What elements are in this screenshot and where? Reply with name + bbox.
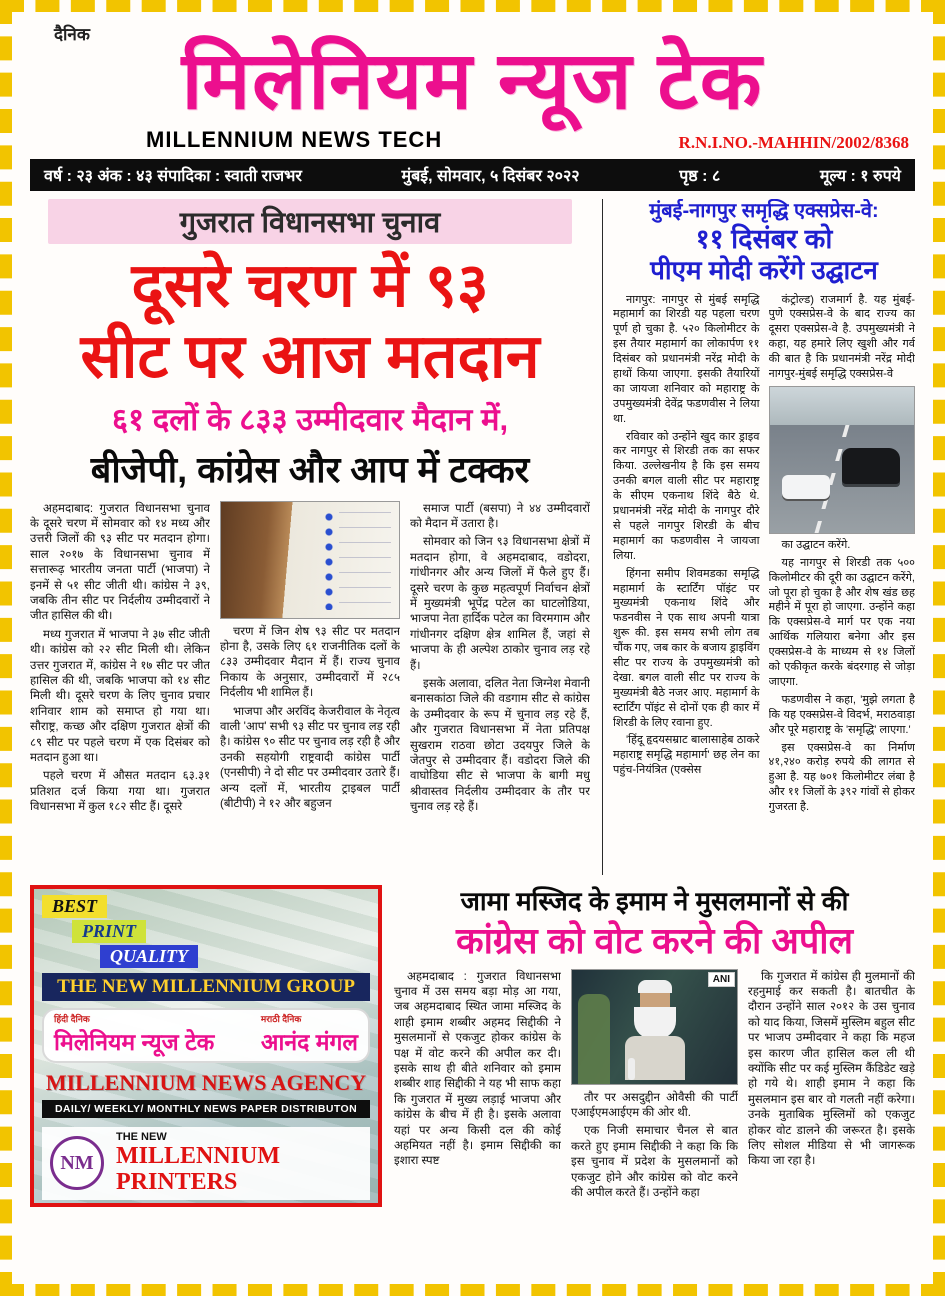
expressway-headline-line1: मुंबई-नागपुर समृद्धि एक्सप्रेस-वे:	[649, 200, 879, 222]
lead-headline	[30, 250, 590, 392]
ad-agency-name: MILLENNIUM NEWS AGENCY	[45, 1070, 367, 1095]
masthead-english: MILLENNIUM NEWS TECH	[146, 127, 443, 152]
imam-column-1: अहमदाबाद : गुजरात विधानसभा चुनाव में उस समय बड़ा मोड़ आ गया, जब अहमदाबाद स्थित जामा मस्जिद के शाही इमाम शब्बीर अहमद सिद्दीकी ने मुसलमानों से एकजुट होकर कांग्रेस के पक्ष में वोट करने की अपील कर दी। इसके साथ ही बीते शनिवार को इमाम शब्बीर शाह सिद्दीकी ने यह भी साफ कहा कि गुजरात में मुख्य लड़ाई भाजपा और कांग्रेस के बीच में ही है। इसके अलावा यहां पर अन्य किसी दल की कोई अहमियत नहीं है। इमाम सिद्दीकी का इशारा स्पष्ट	[394, 969, 561, 1168]
lead-column-2-text: चरण में जिन शेष ९३ सीट पर मतदान होना है, उसके लिए ६१ राजनीतिक दलों के ८३३ उम्मीदवार मैदान में हैं। राज्य चुनाव निकाय के अनुसार, उम्मीदवारों में २८५ निर्दलीय भी शामिल हैं। भाजपा और अरविंद केजरीवाल के नेतृत्व वाली 'आप' सभी ९३ सीट पर चुनाव लड़ रही है। कांग्रेस ९० सीट पर चुनाव लड़ रही है और उनकी सहयोगी राष्ट्रवादी कांग्रेस पार्टी (एनसीपी) ने दो सीट पर उम्मीदवार उतारे हैं। अन्य दलों में, भारतीय ट्राइबल पार्टी (बीटीपी) ने १२ और बहुजन	[220, 624, 400, 810]
expressway-headline-line2: ११ दिसंबर को	[695, 224, 833, 254]
imam-headline-black: जामा मस्जिद के इमाम ने मुसलमानों से की	[460, 886, 849, 916]
lead-subhead-black: बीजेपी, कांग्रेस और आप में टक्कर	[90, 448, 530, 490]
expressway-column-2-top: कंट्रोल्ड) राजमार्ग है. यह मुंबई-पुणे एक्सप्रेस-वे के बाद राज्य का दूसरा एक्सप्रेस-वे है. उपमुख्यमंत्री ने कहा, यह हमारे लिए खुशी और गर्व की बात है कि प्रधानमंत्री नरेंद्र मोदी नागपुर-मुंबई समृद्धि एक्सप्रेस-वे	[768, 293, 915, 381]
the-new-label: THE NEW	[116, 1131, 167, 1143]
paper-marathi	[261, 1012, 358, 1057]
masthead-subrow	[36, 127, 909, 153]
imam-photo	[571, 969, 738, 1085]
lead-headline-line2: सीट पर आज मतदान	[80, 321, 540, 390]
paper2-name: आनंद मंगल	[260, 1029, 358, 1055]
expressway-column-2	[769, 293, 916, 875]
black-suv	[842, 448, 900, 484]
best-badge: BEST	[42, 895, 107, 918]
millennium-monogram-logo-icon: NM	[50, 1136, 104, 1190]
lead-column-2	[220, 501, 400, 876]
microphone-icon	[628, 1058, 635, 1080]
expressway-highway-photo	[769, 386, 916, 534]
paper1-name: मिलेनियम न्यूज टेक	[54, 1029, 215, 1055]
issue-date: मुंबई, सोमवार, ५ दिसंबर २०२२	[401, 168, 580, 185]
ad-papers-band	[42, 1008, 370, 1063]
printers-name: MILLENNIUM PRINTERS	[116, 1143, 281, 1196]
lead-headline-line1: दूसरे चरण में ९३	[131, 251, 489, 319]
second-person-figure	[578, 994, 610, 1085]
expressway-column-2-bottom: का उद्घाटन करेंगे. यह नागपुर से शिरडी तक ५०० किलोमीटर की दूरी का उद्घाटन करेंगे, जो पूरा हो चुका है और शेष खंड छह महीने में पूरा हो जाएगा. उन्होंने कहा कि एक्सप्रेस-वे मार्ग पर एक नया आर्थिक गलियारा बनेगा और इस एक्सप्रेस-वे के माध्यम से १४ जिलों को एकीकृत करके बंदरगाह से जोड़ा जाएगा. फडणवीस ने कहा, 'मुझे लगता है कि यह एक्सप्रेस-वे विदर्भ, मराठवाड़ा और पूरे महाराष्ट्र के 'समृद्धि' लाएगा.' इस एक्सप्रेस-वे का निर्माण ४१,२४० करोड़ रुपये की लागत से हुआ है. यह ७०१ किलोमीटर लंबा है और ११ जिलों के ३९२ गांवों से होकर गुजरता है.	[768, 538, 915, 814]
imam-headline	[394, 885, 915, 963]
cap-shape	[638, 980, 672, 993]
hindi-daily-tag: हिंदी दैनिक	[54, 1014, 90, 1024]
lead-subhead-pink: ६१ दलों के ८३३ उम्मीदवार मैदान में,	[111, 401, 509, 437]
expressway-body	[613, 293, 915, 875]
expressway-headline	[613, 199, 915, 287]
imam-column-2-text: तौर पर असदुद्दीन ओवैसी की पार्टी एआईएमआईएम की ओर थी. एक निजी समाचार चैनल से बात करते हुए इमाम सिद्दीकी ने कहा कि कि इस चुनाव में प्रदेश के मुसलमानों को एकजुट होने और कांग्रेस को वोट करने की अपील करते हैं। उन्होंने कहा	[571, 1090, 738, 1199]
expressway-column-1: नागपुर: नागपुर से मुंबई समृद्धि महामार्ग का शिरडी यह पहला चरण पूर्ण हो चुका है. ५२० किलोमीटर के इस तैयार महामार्ग का लोकार्पण ११ दिसंबर को प्रधानमंत्री नरेंद्र मोदी के हाथों किया जाएगा. इसकी तैयारियों का जायजा शनिवार को महाराष्ट्र के उपमुख्यमंत्री देवेंद्र फडणवीस ने लिया था. रविवार को उन्होंने खुद कार ड्राइव कर नागपुर से शिरडी तक का सफर किया. उल्लेखनीय है कि इस समय उनकी बगल वाली सीट पर महाराष्ट्र के सीएम एकनाथ शिंदे बैठे थे. प्रधानमंत्री नरेंद्र मोदी के नागपुर दौरे से पहले नागपुर शिरडी के बीच महामार्ग का फडणवीस ने जायजा लिया. हिंगना समीप शिवमडका समृद्धि महामार्ग के स्टार्टिंग पॉइंट पर मुख्यमंत्री एकनाथ शिंदे और फडनवीस ने एक साथ अपनी यात्रा शुरू की. इस समय सभी लोग तब चौंक गए, जब कार के बजाय ड्राइविंग सीट पर राज्य के उपमुख्यमंत्री को देखा. बगल वाली सीट पर राज्य के मुख्यमंत्री बैठे नजर आए. महामार्ग के स्टार्टिंग पॉइंट से दोनों एक ही कार में शिरडी के लिए रवाना हुए. 'हिंदू हृदयसम्राट बालासाहेब ठाकरे महाराष्ट्र समृद्धि महामार्ग' छह लेन का पहुंच-नियंत्रित (एक्सेस	[613, 293, 760, 777]
evm-panel-lines	[339, 512, 391, 608]
print-badge: PRINT	[72, 920, 146, 943]
imam-column-2	[571, 969, 738, 1208]
beard-shape	[634, 1007, 676, 1039]
lead-body	[30, 501, 590, 876]
issue-pages: पृष्ठ : ८	[679, 168, 721, 185]
ad-group-banner: THE NEW MILLENNIUM GROUP	[42, 973, 370, 1001]
white-car	[782, 475, 830, 499]
imam-body	[394, 969, 915, 1208]
ad-printers-text	[116, 1131, 362, 1196]
quality-badge: QUALITY	[100, 945, 198, 968]
ad-quality-badges	[42, 895, 370, 968]
rni-number: R.N.I.NO.-MAHHIN/2002/8368	[678, 133, 909, 152]
expressway-article	[602, 199, 915, 875]
lead-column-1: अहमदाबाद: गुजरात विधानसभा चुनाव के दूसरे चरण में सोमवार को १४ मध्य और उत्तरी जिलों की ९३ सीट पर मतदान होगा। साल २०१७ के विधानसभा चुनाव में सत्तारूढ़ भारतीय जनता पार्टी (भाजपा) ने इनमें से ५१ सीट जीती थी। कांग्रेस ने ३९, जबकि तीन सीट पर निर्दलीय उम्मीदवारों ने जीत हासिल की थी। मध्य गुजरात में भाजपा ने ३७ सीट जीती थी। कांग्रेस को २२ सीट मिली थी। लेकिन उत्तर गुजरात में, कांग्रेस ने १७ सीट पर जीत हासिल की थी, जबकि भाजपा को १४ सीट मिली थी। दूसरे चरण के लिए चुनाव प्रचार शनिवार शाम को समाप्त हो गया था। सौराष्ट्र, कच्छ और दक्षिण गुजरात क्षेत्रों की ८९ सीट पर पहले चरण में एक दिसंबर को मतदान हुआ था। पहले चरण में औसत मतदान ६३.३१ प्रतिशत दर्ज किया गया था। गुजरात विधानसभा में कुल १८२ सीट हैं। दूसरे	[30, 501, 210, 814]
issue-volume: वर्ष : २३ अंक : ४३ संपादिका : स्वाती राजभर	[44, 168, 302, 185]
paper-hindi	[54, 1012, 214, 1057]
issue-info-bar	[30, 159, 915, 191]
ani-credit: ANI	[708, 972, 735, 987]
bottom-row	[30, 885, 915, 1207]
imam-headline-pink: कांग्रेस को वोट करने की अपील	[455, 919, 854, 961]
main-content-row	[30, 199, 915, 875]
imam-column-3: कि गुजरात में कांग्रेस ही मुलमानों की रहनुमाई कर सकती है। बातचीत के दौरान उन्होंने साल २०१२ के उस चुनाव को याद किया, जिसमें मुस्लिम बहुल सीट पर भाजप उम्मीदवार ने कहा कि महज इस कारण जीत हासिल कल ली थी क्योंकि सीट पर कई मुस्लिम कैंडिडेट खड़े हो गये थे। शाही इमाम ने कहा कि मुसलमान इस बार वो गलती नहीं करेगा। उनके मुताबिक मुस्लिमों को एकजुट होकर वोट डालने की जरूरत है। इसके लिए सोशल मीडिया से भी जागरूक किया जा रहा है।	[748, 969, 915, 1168]
lead-column-3: समाज पार्टी (बसपा) ने ४४ उम्मीदवारों को मैदान में उतारा है। सोमवार को जिन ९३ विधानसभा क्षेत्रों में मतदान होगा, वे अहमदाबाद, वडोदरा, गांधीनगर और अन्य जिलों में फैले हुए हैं। दूसरे चरण के कुछ महत्वपूर्ण निर्वाचन क्षेत्रों में मुख्यमंत्री भूपेंद्र पटेल का घाटलोडिया, भाजपा नेता हार्दिक पटेल का विरमगाम और गांधीनगर दक्षिण क्षेत्र शामिल हैं, जहां से भाजपा के ही अल्पेश ठाकोर चुनाव लड़ रहे हैं। इसके अलावा, दलित नेता जिग्नेश मेवानी बनासकांठा जिले की वडगाम सीट से कांग्रेस के उम्मीदवार के रूप में चुनाव लड़ रहे हैं, और गुजरात विधानसभा में नेता प्रतिपक्ष सुखराम राठवा छोटा उदयपुर जिले के जेतपुर से उम्मीदवार हैं। वडोदरा जिले की वाघोडिया सीट से भाजपा के बागी मधु श्रीवास्तव निर्दलीय उम्मीदवार के तौर पर चुनाव लड़ रहे हैं।	[410, 501, 590, 814]
issue-price: मूल्य : १ रुपये	[819, 168, 901, 185]
masthead-title: मिलेनियम न्यूज टेक	[181, 36, 764, 125]
expressway-headline-line3: पीएम मोदी करेंगे उद्घाटन	[650, 255, 878, 286]
evm-buttons-icon	[323, 510, 335, 610]
lead-kicker: गुजरात विधानसभा चुनाव	[48, 199, 572, 244]
marathi-daily-tag: मराठी दैनिक	[260, 1014, 302, 1024]
lead-article	[30, 199, 590, 875]
evm-voting-photo	[220, 501, 400, 619]
ad-printers-block	[42, 1127, 370, 1200]
daily-label: दैनिक	[54, 25, 90, 44]
ad-distribution-banner: DAILY/ WEEKLY/ MONTHLY NEWS PAPER DISTRIBUTON	[42, 1100, 370, 1118]
imam-article	[394, 885, 915, 1207]
millennium-group-ad	[30, 885, 382, 1207]
